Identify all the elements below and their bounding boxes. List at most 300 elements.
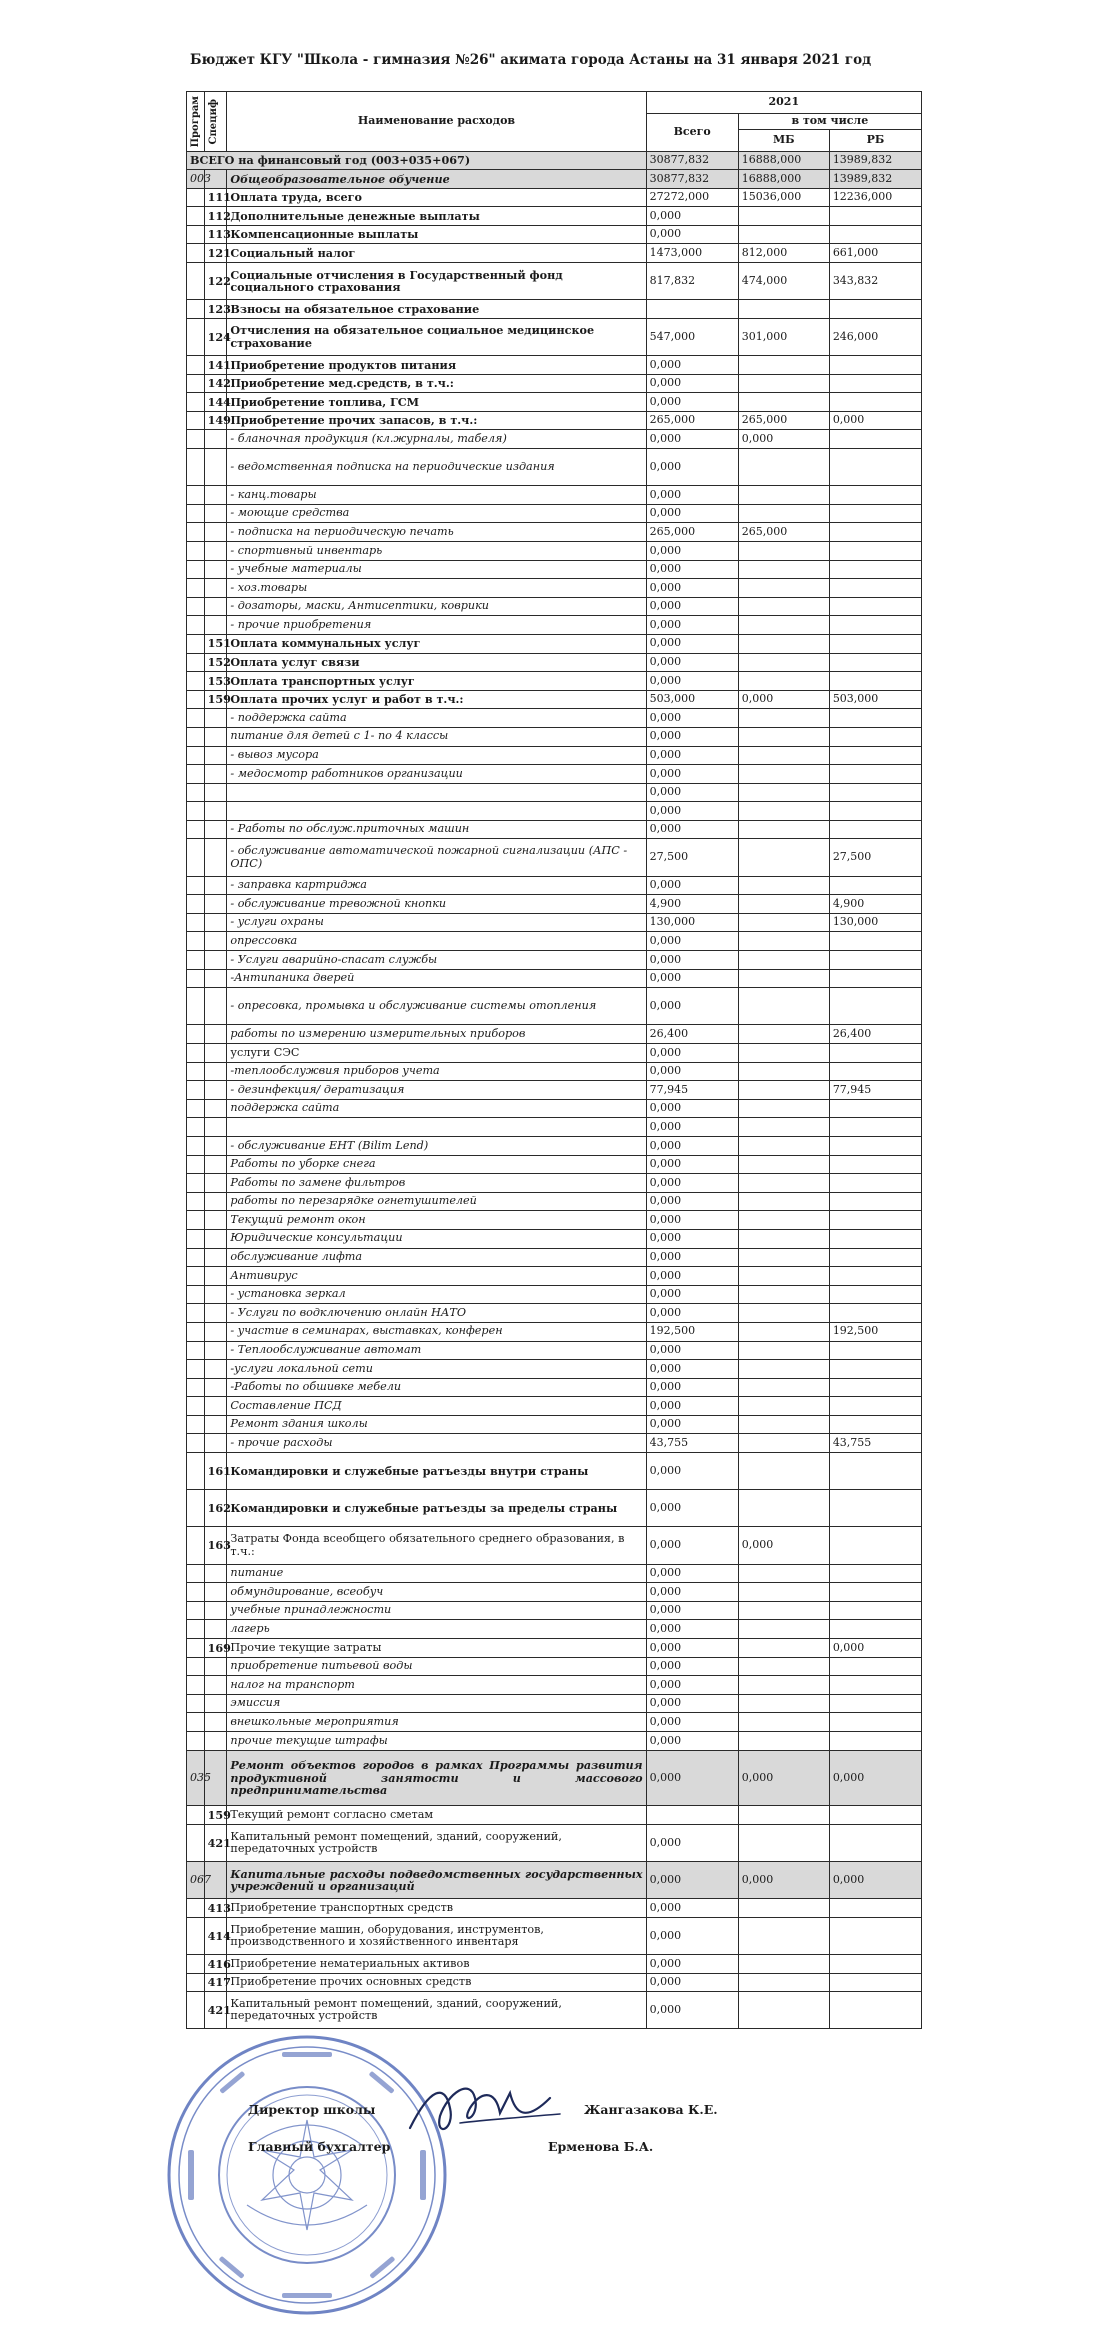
- amount-rb: 12236,000: [829, 188, 921, 207]
- amount-total: 0,000: [646, 1992, 738, 2029]
- table-row: [187, 225, 922, 244]
- amount-mb: [738, 1824, 829, 1861]
- amount-rb: [829, 1192, 921, 1211]
- amount-rb: [829, 951, 921, 970]
- expense-name: - заправка картриджа: [227, 876, 646, 895]
- table-row: [187, 560, 922, 579]
- expense-name: работы по перезарядке огнетушителей: [227, 1192, 646, 1211]
- amount-rb: [829, 802, 921, 821]
- amount-mb: [738, 1267, 829, 1286]
- amount-rb: 0,000: [829, 1639, 921, 1658]
- amount-mb: [738, 597, 829, 616]
- amount-total: 77,945: [646, 1081, 738, 1100]
- amount-mb: [738, 1229, 829, 1248]
- table-row: [187, 969, 922, 988]
- table-row: [187, 1731, 922, 1750]
- program-code: [187, 969, 205, 988]
- amount-mb: [738, 393, 829, 412]
- program-code: [187, 951, 205, 970]
- amount-mb: 0,000: [738, 1862, 829, 1899]
- amount-rb: [829, 523, 921, 542]
- table-row: [187, 523, 922, 542]
- amount-rb: [829, 1992, 921, 2029]
- amount-mb: [738, 746, 829, 765]
- amount-total: 0,000: [646, 1899, 738, 1918]
- amount-rb: [829, 672, 921, 691]
- amount-total: 0,000: [646, 802, 738, 821]
- program-code: [187, 913, 205, 932]
- amount-rb: [829, 300, 921, 319]
- amount-mb: [738, 1155, 829, 1174]
- amount-total: 0,000: [646, 1639, 738, 1658]
- amount-rb: [829, 1713, 921, 1732]
- spec-code: [204, 969, 227, 988]
- table-row: [187, 1211, 922, 1230]
- table-row: [187, 1955, 922, 1974]
- amount-mb: [738, 616, 829, 635]
- program-code: [187, 1360, 205, 1379]
- expense-name: - обслуживание автоматической пожарной сигнализации (АПС - ОПС): [227, 839, 646, 876]
- table-row: [187, 1229, 922, 1248]
- table-row: [187, 1899, 922, 1918]
- amount-total: 30877,832: [646, 170, 738, 189]
- spec-code: [204, 1620, 227, 1639]
- program-code: [187, 932, 205, 951]
- program-code: [187, 1434, 205, 1453]
- expense-name: Компенсационные выплаты: [227, 225, 646, 244]
- amount-mb: [738, 1136, 829, 1155]
- spec-code: [204, 895, 227, 914]
- program-code: [187, 579, 205, 598]
- amount-rb: 0,000: [829, 411, 921, 430]
- table-row: [187, 1657, 922, 1676]
- program-code: [187, 225, 205, 244]
- table-row: [187, 356, 922, 375]
- expense-name: Работы по замене фильтров: [227, 1174, 646, 1193]
- spec-code: [204, 1229, 227, 1248]
- spec-code: 144: [204, 393, 227, 412]
- amount-mb: [738, 634, 829, 653]
- program-code: [187, 449, 205, 486]
- amount-rb: [829, 1397, 921, 1416]
- amount-rb: 503,000: [829, 690, 921, 709]
- table-row: [187, 170, 922, 189]
- amount-total: 130,000: [646, 913, 738, 932]
- amount-rb: [829, 1155, 921, 1174]
- amount-mb: [738, 1081, 829, 1100]
- table-row: [187, 820, 922, 839]
- amount-rb: 661,000: [829, 244, 921, 263]
- header-mb: МБ: [738, 129, 829, 151]
- expense-name: - Услуги по водключению онлайн НАТО: [227, 1304, 646, 1323]
- amount-rb: [829, 449, 921, 486]
- table-row: [187, 300, 922, 319]
- amount-mb: 474,000: [738, 263, 829, 300]
- amount-mb: 0,000: [738, 1527, 829, 1564]
- spec-code: [204, 1248, 227, 1267]
- amount-mb: [738, 727, 829, 746]
- amount-total: 4,900: [646, 895, 738, 914]
- expense-name: внешкольные мероприятия: [227, 1713, 646, 1732]
- spec-code: [204, 1062, 227, 1081]
- spec-code: [204, 1713, 227, 1732]
- program-code: [187, 1955, 205, 1974]
- expense-name: [227, 802, 646, 821]
- table-row: [187, 1322, 922, 1341]
- spec-code: [204, 932, 227, 951]
- expense-name: Оплата услуг связи: [227, 653, 646, 672]
- spec-code: [204, 1564, 227, 1583]
- amount-mb: 265,000: [738, 411, 829, 430]
- expense-name: Командировки и служебные ратъезды внутри страны: [227, 1453, 646, 1490]
- spec-code: [204, 430, 227, 449]
- expense-name: - установка зеркал: [227, 1285, 646, 1304]
- table-row: [187, 1155, 922, 1174]
- amount-mb: [738, 765, 829, 784]
- amount-rb: [829, 1415, 921, 1434]
- spec-code: 112: [204, 207, 227, 226]
- amount-total: 0,000: [646, 1917, 738, 1954]
- program-code: [187, 504, 205, 523]
- spec-code: 124: [204, 318, 227, 355]
- expense-name: - канц.товары: [227, 486, 646, 505]
- expense-name: Прочие текущие затраты: [227, 1639, 646, 1658]
- amount-rb: [829, 579, 921, 598]
- spec-code: 123: [204, 300, 227, 319]
- amount-mb: [738, 1248, 829, 1267]
- spec-code: [204, 951, 227, 970]
- amount-mb: 0,000: [738, 430, 829, 449]
- spec-code: [204, 560, 227, 579]
- accountant-label: Главный бухгалтер: [248, 2139, 391, 2154]
- table-row: [187, 1099, 922, 1118]
- amount-mb: 0,000: [738, 690, 829, 709]
- amount-rb: [829, 709, 921, 728]
- amount-total: 43,755: [646, 1434, 738, 1453]
- program-code: [187, 1824, 205, 1861]
- amount-mb: [738, 300, 829, 319]
- amount-rb: [829, 1694, 921, 1713]
- amount-mb: [738, 802, 829, 821]
- spec-code: [204, 1434, 227, 1453]
- expense-name: Приобретение нематериальных активов: [227, 1955, 646, 1974]
- spec-code: [204, 802, 227, 821]
- program-code: 003: [187, 170, 205, 189]
- amount-mb: [738, 932, 829, 951]
- table-row: [187, 1248, 922, 1267]
- expense-name: - подписка на периодическую печать: [227, 523, 646, 542]
- amount-total: 0,000: [646, 746, 738, 765]
- expense-name: - участие в семинарах, выставках, конферен: [227, 1322, 646, 1341]
- program-code: [187, 1229, 205, 1248]
- amount-mb: 0,000: [738, 1750, 829, 1806]
- program-code: [187, 634, 205, 653]
- amount-mb: [738, 1601, 829, 1620]
- amount-rb: [829, 374, 921, 393]
- expense-name: Отчисления на обязательное социальное медицинское страхование: [227, 318, 646, 355]
- amount-total: 0,000: [646, 1044, 738, 1063]
- program-code: [187, 1136, 205, 1155]
- amount-mb: [738, 1639, 829, 1658]
- program-code: [187, 839, 205, 876]
- table-row: [187, 1453, 922, 1490]
- amount-total: 0,000: [646, 988, 738, 1025]
- program-code: [187, 486, 205, 505]
- amount-total: 0,000: [646, 1304, 738, 1323]
- spec-code: [204, 820, 227, 839]
- spec-code: 163: [204, 1527, 227, 1564]
- program-code: [187, 1657, 205, 1676]
- amount-total: 0,000: [646, 1248, 738, 1267]
- program-code: [187, 802, 205, 821]
- table-row: [187, 1490, 922, 1527]
- spec-code: [204, 913, 227, 932]
- program-code: [187, 356, 205, 375]
- table-row: [187, 504, 922, 523]
- amount-mb: [738, 1806, 829, 1825]
- table-row: [187, 374, 922, 393]
- amount-total: 0,000: [646, 1973, 738, 1992]
- amount-total: 0,000: [646, 1824, 738, 1861]
- program-code: [187, 1639, 205, 1658]
- table-row: [187, 876, 922, 895]
- spec-code: 142: [204, 374, 227, 393]
- amount-rb: [829, 616, 921, 635]
- table-row: [187, 1136, 922, 1155]
- spec-code: [204, 523, 227, 542]
- amount-total: [646, 1806, 738, 1825]
- table-row: [187, 709, 922, 728]
- amount-mb: [738, 1415, 829, 1434]
- table-row: [187, 1341, 922, 1360]
- amount-rb: [829, 988, 921, 1025]
- director-signature: [400, 2068, 570, 2158]
- table-row: [187, 579, 922, 598]
- amount-mb: [738, 988, 829, 1025]
- spec-code: [204, 1304, 227, 1323]
- program-code: [187, 1155, 205, 1174]
- spec-code: 153: [204, 672, 227, 691]
- amount-total: 0,000: [646, 597, 738, 616]
- amount-total: 0,000: [646, 1155, 738, 1174]
- amount-mb: [738, 1192, 829, 1211]
- amount-mb: [738, 1917, 829, 1954]
- spec-code: [204, 1285, 227, 1304]
- table-row: [187, 1415, 922, 1434]
- table-row: [187, 151, 922, 170]
- amount-rb: [829, 969, 921, 988]
- amount-total: 0,000: [646, 820, 738, 839]
- program-code: [187, 653, 205, 672]
- amount-total: 0,000: [646, 1360, 738, 1379]
- amount-total: 503,000: [646, 690, 738, 709]
- amount-mb: [738, 839, 829, 876]
- table-row: [187, 690, 922, 709]
- spec-code: 149: [204, 411, 227, 430]
- spec-code: 417: [204, 1973, 227, 1992]
- spec-code: 159: [204, 690, 227, 709]
- table-row: [187, 1192, 922, 1211]
- amount-mb: [738, 579, 829, 598]
- expense-name: Оплата прочих услуг и работ в т.ч.:: [227, 690, 646, 709]
- table-row: [187, 1601, 922, 1620]
- amount-mb: 16888,000: [738, 170, 829, 189]
- amount-total: 0,000: [646, 1099, 738, 1118]
- amount-mb: [738, 1992, 829, 2029]
- amount-mb: 16888,000: [738, 151, 829, 170]
- amount-mb: [738, 913, 829, 932]
- program-code: [187, 1973, 205, 1992]
- program-code: [187, 1285, 205, 1304]
- amount-rb: [829, 1731, 921, 1750]
- amount-rb: [829, 486, 921, 505]
- program-code: [187, 188, 205, 207]
- amount-rb: [829, 1174, 921, 1193]
- amount-rb: [829, 1453, 921, 1490]
- amount-total: 0,000: [646, 1731, 738, 1750]
- spec-code: [204, 1322, 227, 1341]
- amount-mb: [738, 1564, 829, 1583]
- amount-mb: [738, 560, 829, 579]
- program-code: [187, 690, 205, 709]
- table-row: [187, 1750, 922, 1806]
- amount-total: 0,000: [646, 356, 738, 375]
- amount-rb: [829, 1044, 921, 1063]
- expense-name: - медосмотр работников организации: [227, 765, 646, 784]
- expense-name: опрессовка: [227, 932, 646, 951]
- spec-code: [204, 1341, 227, 1360]
- amount-rb: [829, 783, 921, 802]
- amount-total: 0,000: [646, 1657, 738, 1676]
- amount-rb: [829, 1378, 921, 1397]
- expense-name: Дополнительные денежные выплаты: [227, 207, 646, 226]
- amount-rb: 246,000: [829, 318, 921, 355]
- amount-total: 265,000: [646, 523, 738, 542]
- spec-code: [204, 449, 227, 486]
- amount-total: 0,000: [646, 783, 738, 802]
- expense-name: - Теплообслуживание автомат: [227, 1341, 646, 1360]
- amount-total: 0,000: [646, 1174, 738, 1193]
- table-row: [187, 1304, 922, 1323]
- amount-total: 0,000: [646, 1750, 738, 1806]
- amount-rb: [829, 876, 921, 895]
- table-row: [187, 727, 922, 746]
- amount-total: 0,000: [646, 1676, 738, 1695]
- spec-code: [204, 1267, 227, 1286]
- amount-rb: [829, 1136, 921, 1155]
- table-row: [187, 1267, 922, 1286]
- amount-mb: [738, 356, 829, 375]
- amount-mb: [738, 1341, 829, 1360]
- spec-code: [204, 1136, 227, 1155]
- table-row: [187, 802, 922, 821]
- table-row: [187, 486, 922, 505]
- program-code: [187, 1676, 205, 1695]
- amount-rb: [829, 1211, 921, 1230]
- table-row: [187, 1434, 922, 1453]
- expense-name: - обслуживание тревожной кнопки: [227, 895, 646, 914]
- amount-total: 0,000: [646, 1564, 738, 1583]
- spec-code: [204, 504, 227, 523]
- amount-mb: [738, 820, 829, 839]
- amount-total: 0,000: [646, 616, 738, 635]
- amount-mb: [738, 672, 829, 691]
- amount-rb: [829, 1248, 921, 1267]
- amount-rb: [829, 634, 921, 653]
- program-code: [187, 1453, 205, 1490]
- expense-name: Составление ПСД: [227, 1397, 646, 1416]
- program-code: [187, 541, 205, 560]
- program-code: [187, 1341, 205, 1360]
- table-row: [187, 1806, 922, 1825]
- amount-rb: [829, 1267, 921, 1286]
- amount-rb: [829, 1824, 921, 1861]
- program-code: [187, 1044, 205, 1063]
- amount-mb: [738, 1397, 829, 1416]
- expense-name: [227, 783, 646, 802]
- expense-name: Ремонт объектов городов в рамках Программы развития продуктивной занятости и массового предпринимательства: [227, 1750, 646, 1806]
- spec-code: [204, 1174, 227, 1193]
- expense-name: Текущий ремонт окон: [227, 1211, 646, 1230]
- expense-name: - Услуги аварийно-спасат службы: [227, 951, 646, 970]
- amount-rb: [829, 1118, 921, 1137]
- expense-name: Ремонт здания школы: [227, 1415, 646, 1434]
- program-code: [187, 597, 205, 616]
- amount-mb: [738, 1360, 829, 1379]
- expense-name: [227, 1118, 646, 1137]
- amount-rb: [829, 1973, 921, 1992]
- expense-name: обслуживание лифта: [227, 1248, 646, 1267]
- amount-rb: [829, 1285, 921, 1304]
- program-code: [187, 1397, 205, 1416]
- expense-name: - обслуживание ЕНТ (Bilim Lend): [227, 1136, 646, 1155]
- amount-mb: [738, 449, 829, 486]
- spec-code: [204, 1397, 227, 1416]
- program-code: [187, 1415, 205, 1434]
- expense-name: Приобретение прочих запасов, в т.ч.:: [227, 411, 646, 430]
- amount-mb: [738, 1044, 829, 1063]
- amount-rb: 192,500: [829, 1322, 921, 1341]
- amount-total: 265,000: [646, 411, 738, 430]
- expense-name: Капитальный ремонт помещений, зданий, сооружений, передаточных устройств: [227, 1992, 646, 2029]
- amount-rb: 13989,832: [829, 170, 921, 189]
- table-row: [187, 393, 922, 412]
- amount-total: 0,000: [646, 1397, 738, 1416]
- spec-code: [204, 616, 227, 635]
- table-row: [187, 672, 922, 691]
- amount-total: 0,000: [646, 765, 738, 784]
- expense-name: Оплата труда, всего: [227, 188, 646, 207]
- expense-name: - вывоз мусора: [227, 746, 646, 765]
- expense-name: -Антипаника дверей: [227, 969, 646, 988]
- program-code: [187, 393, 205, 412]
- amount-rb: [829, 1806, 921, 1825]
- program-code: [187, 616, 205, 635]
- spec-code: 161: [204, 1453, 227, 1490]
- spec-code: 122: [204, 263, 227, 300]
- amount-total: 0,000: [646, 1713, 738, 1732]
- expense-name: Капитальный ремонт помещений, зданий, сооружений, передаточных устройств: [227, 1824, 646, 1861]
- spec-code: [204, 1731, 227, 1750]
- amount-mb: [738, 1453, 829, 1490]
- amount-rb: [829, 1490, 921, 1527]
- program-code: [187, 1490, 205, 1527]
- budget-table: [186, 91, 922, 2029]
- spec-code: [204, 727, 227, 746]
- amount-mb: [738, 1973, 829, 1992]
- spec-code: 141: [204, 356, 227, 375]
- expense-name: - хоз.товары: [227, 579, 646, 598]
